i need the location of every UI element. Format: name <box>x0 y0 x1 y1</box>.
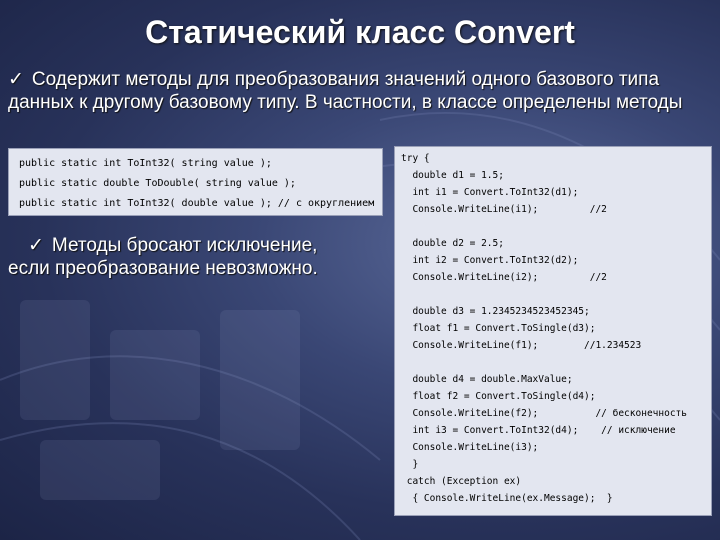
code-line: Console.WriteLine(i1); //2 <box>401 204 607 215</box>
code-line: float f1 = Convert.ToSingle(d3); <box>401 323 596 334</box>
code-line: Console.WriteLine(f2); // бесконечность <box>401 408 687 419</box>
check-icon: ✓ <box>28 235 44 256</box>
example-code-box <box>394 146 712 516</box>
exceptions-line-2: если преобразование невозможно. <box>8 258 318 279</box>
code-line: } <box>401 459 419 470</box>
method-line: public static int ToInt32( double value ); // с округлением <box>19 198 375 209</box>
code-line: float f2 = Convert.ToSingle(d4); <box>401 391 596 402</box>
code-line: catch (Exception ex) <box>401 476 522 487</box>
code-line: double d2 = 2.5; <box>401 238 504 249</box>
code-line: double d4 = double.MaxValue; <box>401 374 573 385</box>
methods-code-box <box>8 148 383 216</box>
page-title: Статический класс Convert <box>145 14 575 50</box>
method-line: public static double ToDouble( string value ); <box>19 178 296 189</box>
intro-paragraph <box>8 68 708 114</box>
method-line: public static int ToInt32( string value ); <box>19 158 272 169</box>
exceptions-line-1: Методы бросают исключение, <box>51 235 318 256</box>
code-line: try { <box>401 153 430 164</box>
check-icon: ✓ <box>8 69 24 90</box>
code-line: double d3 = 1.2345234523452345; <box>401 306 590 317</box>
code-line: { Console.WriteLine(ex.Message); } <box>401 493 613 504</box>
code-line: Console.WriteLine(i2); //2 <box>401 272 607 283</box>
code-line: int i2 = Convert.ToInt32(d2); <box>401 255 579 266</box>
code-line: Console.WriteLine(i3); <box>401 442 539 453</box>
intro-text: Содержит методы для преобразования значений одного базового типа данных к другому базовому типу. В частности, в классе определены методы <box>8 69 683 113</box>
code-line: int i3 = Convert.ToInt32(d4); // исключение <box>401 425 676 436</box>
code-line: int i1 = Convert.ToInt32(d1); <box>401 187 579 198</box>
exceptions-note <box>8 234 388 280</box>
code-line: Console.WriteLine(f1); //1.234523 <box>401 340 642 351</box>
code-line: double d1 = 1.5; <box>401 170 504 181</box>
